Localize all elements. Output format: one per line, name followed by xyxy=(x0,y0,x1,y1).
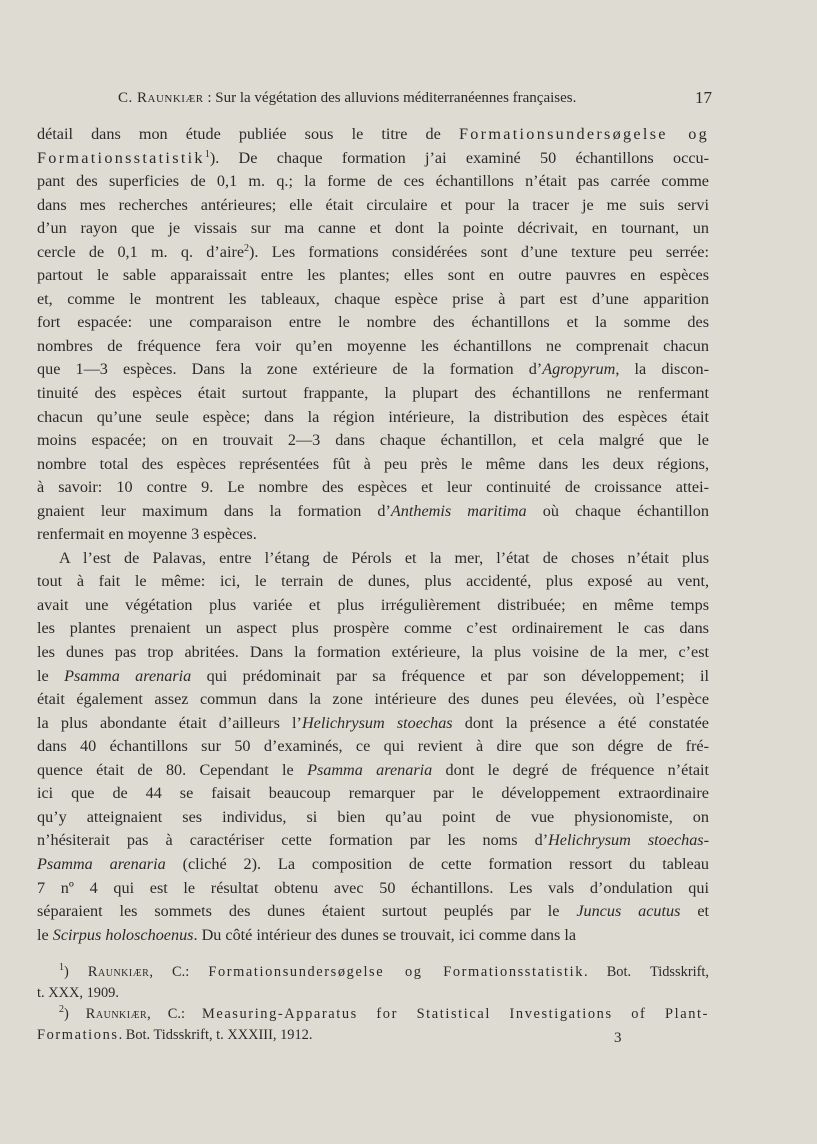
text-line: Psamma arenaria (cliché 2). La composition de cette formation ressort du tableau xyxy=(37,854,709,873)
header-author: C. Raunkiær xyxy=(118,90,204,106)
text-line: que 1—3 espèces. Dans la zone extérieure de la formation d’Agropyrum, la discon- xyxy=(37,360,709,379)
text-line: renfermait en moyenne 3 espèces. xyxy=(37,525,257,544)
text-line: détail dans mon étude publiée sous le titre de Formationsundersøgelse og xyxy=(37,125,709,143)
signature-mark: 3 xyxy=(614,1030,622,1046)
text-line: tout à fait le même: ici, le terrain de dunes, plus accidenté, plus exposé au vent, xyxy=(37,572,709,591)
text-line: fort espacée: une comparaison entre le nombre des échantillons et la somme des xyxy=(37,313,709,332)
text-line: A l’est de Palavas, entre l’étang de Pérols et la mer, l’état de choses n’était plus xyxy=(59,548,709,567)
text-line: avait une végétation plus variée et plus irrégulièrement distribuée; en même temps xyxy=(37,595,709,614)
footnote-line: $^1$) Raunkiær, C.: Formationsundersøgelse og Formationsstatistik. Bot. Tidsskrift, xyxy=(59,962,709,980)
text-line: était également assez commun dans la zone intérieure des dunes peu élevées, où l’espèce xyxy=(37,690,709,709)
page-number: 17 xyxy=(695,88,712,107)
footnote-line: Formations. Bot. Tidsskrift, t. XXXIII, 1912. xyxy=(37,1027,313,1043)
text-line: dans 40 échantillons sur 50 d’examinés, ce qui revient à dire que son dégre de fré- xyxy=(37,737,709,756)
text-line: ici que de 44 se faisait beaucoup remarquer par le développement extraordinaire xyxy=(37,784,709,803)
text-line: la plus abondante était d’ailleurs l’Helichrysum stoechas dont la présence a été constatée xyxy=(37,713,709,732)
text-line: partout le sable apparaissait entre les plantes; elles sont en outre pauvres en espèces xyxy=(37,266,709,285)
text-line: qu’y atteignaient ses individus, si bien qu’au point de vue physionomiste, on xyxy=(37,807,709,826)
text-line: séparaient les sommets des dunes étaient surtout peuplés par le Juncus acutus et xyxy=(37,902,709,921)
text-line: les dunes pas trop abritées. Dans la formation extérieure, la plus voisine de la mer, c’est xyxy=(37,643,709,662)
text-line: nombre total des espèces représentées fût à peu près le même dans les deux régions, xyxy=(37,454,709,473)
text-line: gnaient leur maximum dans la formation d’Anthemis maritima où chaque échantillon xyxy=(37,501,709,520)
text-line: n’hésiterait pas à caractériser cette formation par les noms d’Helichrysum stoechas- xyxy=(37,831,709,850)
header-text xyxy=(118,90,576,107)
header-title: : Sur la végétation des alluvions méditerranéennes françaises. xyxy=(203,90,577,106)
text-line: et, comme le montrent les tableaux, chaque espèce prise à part est d’une apparition xyxy=(37,289,709,308)
text-line: quence était de 80. Cependant le Psamma arenaria dont le degré de fréquence n’était xyxy=(37,760,709,779)
text-line: à savoir: 10 contre 9. Le nombre des espèces et leur continuité de croissance attei- xyxy=(37,478,709,497)
text-line: nombres de fréquence fera voir qu’en moyenne les échantillons ne comprenait chacun xyxy=(37,336,709,355)
text-line: pant des superficies de 0,1 m. q.; la forme de ces échantillons n’était pas carrée comme xyxy=(37,172,709,191)
running-header xyxy=(118,88,712,112)
text-line: 7 nº 4 qui est le résultat obtenu avec 50 échantillons. Les vals d’ondulation qui xyxy=(37,878,709,897)
text-line: moins espacée; on en trouvait 2—3 dans chaque échantillon, et cela malgré que le xyxy=(37,431,709,450)
text-line: dans mes recherches antérieures; elle était circulaire et pour la tracer je me suis servi xyxy=(37,195,709,214)
text-line: les plantes prenaient un aspect plus prospère comme c’est ordinairement le cas dans xyxy=(37,619,709,638)
footnote-line: t. XXX, 1909. xyxy=(37,985,119,1001)
footnote-line: $^2$) Raunkiær, C.: Measuring-Apparatus for Statistical Investigations of Plant- xyxy=(59,1004,709,1022)
body-text xyxy=(37,123,709,947)
text-line: Formationsstatistik$^1$). De chaque formation j’ai examiné 50 échantillons occu- xyxy=(37,148,709,167)
text-line: cercle de 0,1 m. q. d’aire$^2$). Les formations considérées sont d’une texture peu serrée: xyxy=(37,242,709,261)
text-line: chacun qu’une seule espèce; dans la région intérieure, la distribution des espèces était xyxy=(37,407,709,426)
text-line: d’un rayon que je vissais sur ma canne et dont la pointe décrivait, en tournant, un xyxy=(37,219,709,238)
text-line: tinuité des espèces était surtout frappante, la plupart des échantillons ne renfermant xyxy=(37,384,709,403)
text-line: le Psamma arenaria qui prédominait par sa fréquence et par son développement; il xyxy=(37,666,709,685)
text-line: le Scirpus holoschoenus. Du côté intérieur des dunes se trouvait, ici comme dans la xyxy=(37,925,577,944)
footnotes xyxy=(37,962,709,1046)
